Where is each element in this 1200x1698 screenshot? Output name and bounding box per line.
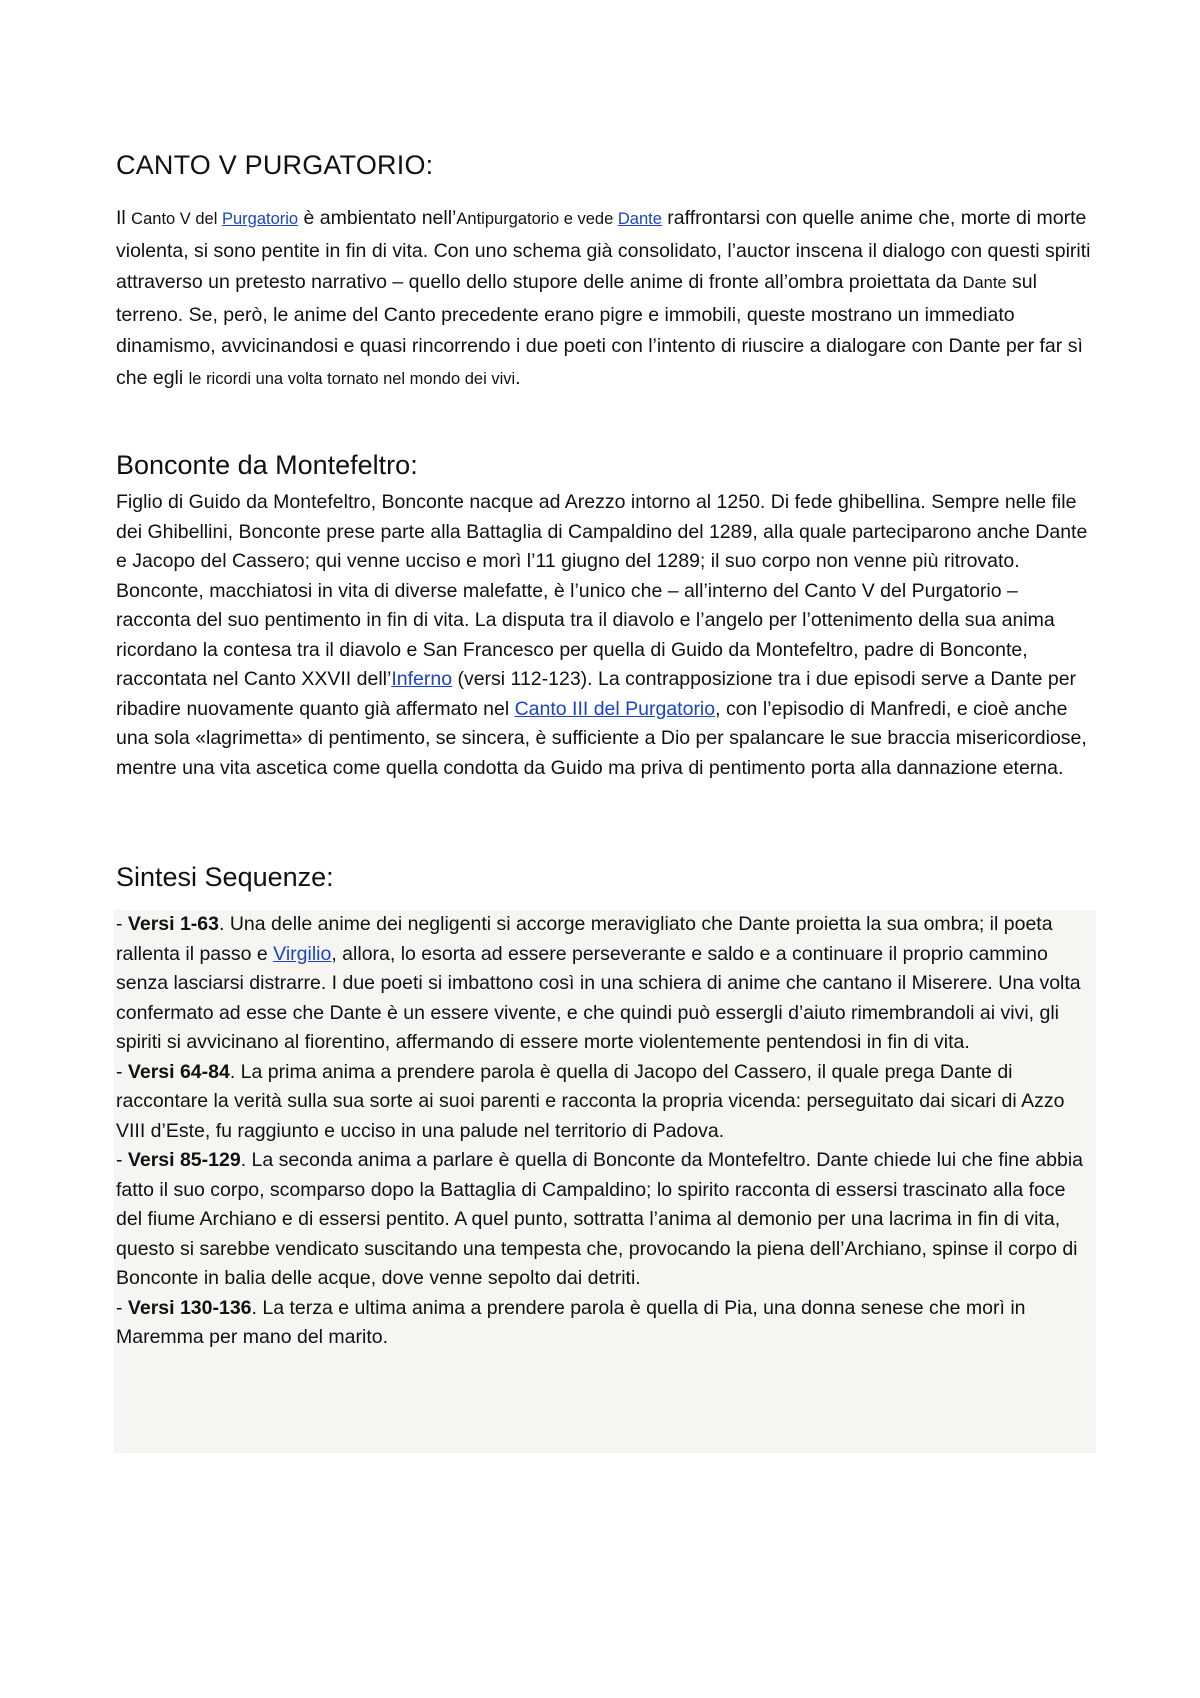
bonconte-text: , con l’episodio di Manfredi, e cioè anche una sola «lagrimetta» di pentimento, se sincera, è sufficiente a Dio per spalancare le sue braccia misericordiose, mentre una vita ascetica come quella condotta da Guido ma priva di pentimento porta alla dannazione eterna. — [116, 697, 1087, 779]
bonconte-heading: Bonconte da Montefeltro: — [116, 450, 418, 480]
virgilio-link[interactable]: Virgilio — [273, 942, 332, 965]
sequence-label: Versi 130-136 — [127, 1296, 252, 1319]
intro-text: le ricordi una volta tornato nel mondo dei vivi — [188, 369, 516, 388]
purgatorio-link[interactable]: Purgatorio — [221, 210, 299, 228]
bonconte-paragraph — [116, 488, 1096, 783]
sequences-block — [114, 910, 1096, 1453]
sequence-dash: - — [116, 1060, 128, 1083]
intro-text: Dante — [962, 274, 1007, 292]
bonconte-text: (versi 112-123). La contrapposizione tra i due episodi serve a Dante per ribadire nuovamente quanto già affermato nel — [116, 668, 1077, 720]
intro-paragraph — [116, 203, 1096, 395]
sequence-label: Versi 85-129 — [127, 1149, 241, 1171]
page-title: CANTO V PURGATORIO: — [116, 150, 434, 180]
sequence-text: . La terza e ultima anima a prendere parola è quella di Pia, una donna senese che morì in Maremma per mano del marito. — [116, 1296, 1026, 1348]
intro-text: Antipurgatorio e vede — [456, 210, 618, 228]
intro-text: . — [515, 366, 521, 389]
sequence-text: . La prima anima a prendere parola è quella di Jacopo del Cassero, il quale prega Dante di raccontare la verità sulla sua sorte ai suoi parenti e racconta la propria vicenda: perseguitato dai sicari di Azzo VIII d’Este, fu raggiunto e ucciso in una palude nel territorio di Padova. — [116, 1060, 1065, 1142]
bonconte-text: Figlio di Guido da Montefeltro, Bonconte nacque ad Arezzo intorno al 1250. Di fede ghibellina. Sempre nelle file dei Ghibellini, Bonconte prese parte alla Battaglia di Campaldino del 1289, alla quale parteciparono anche Dante e Jacopo del Cassero; qui venne ucciso e morì l’11 giugno del 1289; il suo corpo non venne più ritrovato. Bonconte, macchiatosi in vita di diverse malefatte, è l’unico che – all’interno del Canto V del Purgatorio – racconta del suo pentimento in fin di vita. La disputa tra il diavolo e l’angelo per l’ottenimento della sua anima ricordano la contesa tra il diavolo e San Francesco per quella di Guido da Montefeltro, padre di Bonconte, raccontata nel Canto XXVII dell’ — [116, 491, 1088, 690]
sequence-label: Versi 1-63 — [127, 913, 219, 935]
sequence-text: , allora, lo esorta ad essere perseverante e saldo e a continuare il proprio cammino senza lasciarsi distrarre. I due poeti si imbattono così in una schiera di anime che cantano il Miserere. Una volta confermato ad esse che Dante è un essere vivente, e che quindi può essergli d’aiuto rimembrandoli ai vivi, gli spiriti si avvicinano al fiorentino, affermando di essere morte violentemente pentendosi in fin di vita. — [116, 942, 1081, 1053]
sintesi-heading: Sintesi Sequenze: — [116, 862, 334, 892]
intro-text: Il — [116, 207, 132, 229]
sequence-text: . Una delle anime dei negligenti si accorge meravigliato che Dante proietta la sua ombra; il poeta rallenta il passo e — [116, 913, 1053, 965]
sequence-text: . La seconda anima a parlare è quella di Bonconte da Montefeltro. Dante chiede lui che fine abbia fatto il suo corpo, scomparso dopo la Battaglia di Campaldino; lo spirito racconta di essersi trascinato alla foce del fiume Archiano e di essersi pentito. A quel punto, sottratta l’anima al demonio per una lacrima in fin di vita, questo si sarebbe vendicato suscitando una tempesta che, provocando la piena dell’Archiano, spinse il corpo di Bonconte in balia delle acque, dove venne sepolto dai detriti. — [116, 1149, 1083, 1289]
canto-iii-purgatorio-link[interactable]: Canto III del Purgatorio — [514, 697, 716, 720]
intro-text: è ambientato nell’ — [298, 207, 457, 229]
sequence-dash: - — [116, 1149, 128, 1171]
sequence-label: Versi 64-84 — [127, 1060, 230, 1083]
sequence-dash: - — [116, 1296, 128, 1319]
sequence-dash: - — [116, 913, 128, 935]
dante-link[interactable]: Dante — [617, 210, 662, 228]
intro-text: sul terreno. Se, però, le anime del Canto precedente erano pigre e immobili, queste mostrano un immediato dinamismo, avvicinandosi e quasi rincorrendo i due poeti con l’intento di riuscire a dialogare con Dante per far sì che egli — [116, 271, 1083, 389]
intro-text: raffrontarsi con quelle anime che, morte di morte violenta, si sono pentite in fin di vita. Con uno schema già consolidato, l’auctor inscena il dialogo con questi spiriti attraverso un pretesto narrativo – quello dello stupore delle anime di fronte all’ombra proiettata da — [116, 207, 1091, 293]
sequences-text — [116, 910, 1094, 1353]
intro-text: Canto V del — [131, 210, 222, 228]
inferno-link[interactable]: Inferno — [391, 668, 453, 690]
